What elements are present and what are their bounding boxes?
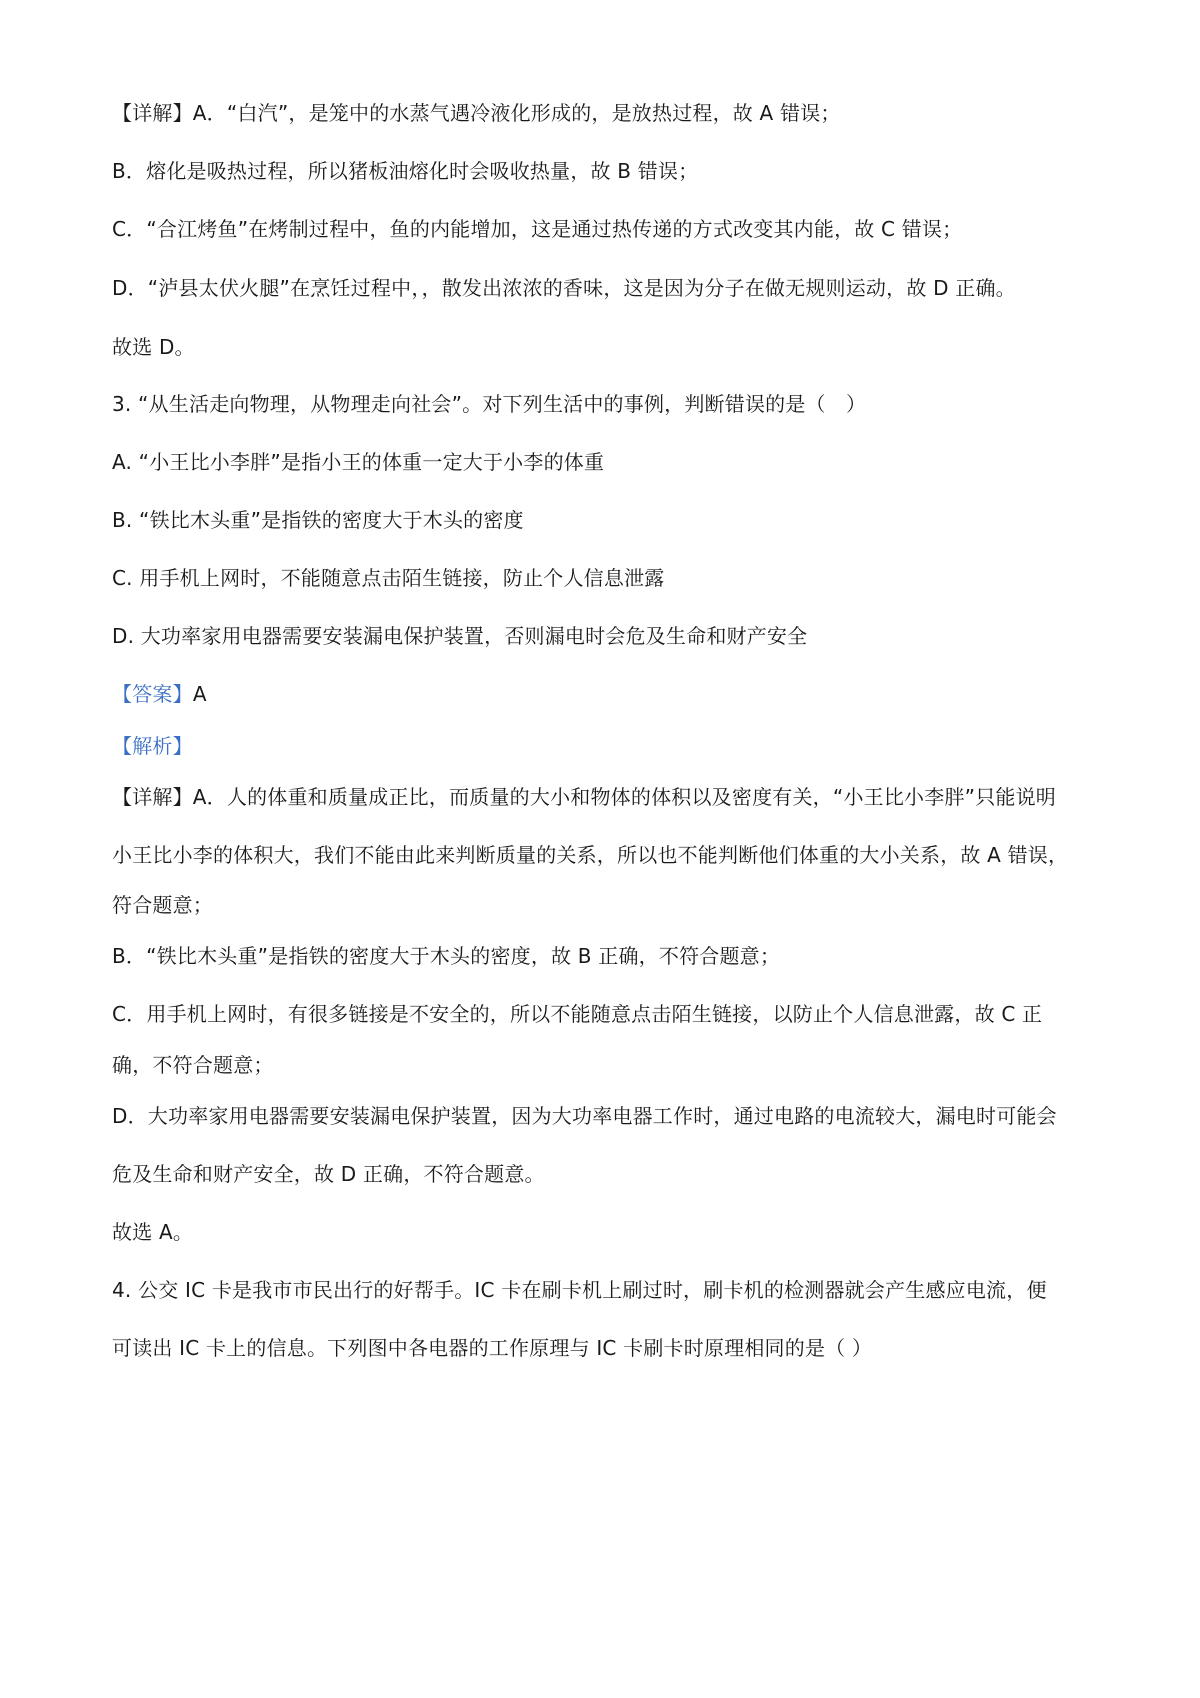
answer-value: A [192,682,207,706]
question-stem: 4. 公交 IC 卡是我市市民出行的好帮手。IC 卡在刷卡机上刷过时，刷卡机的检测器就会产生感应电流，便 [112,1278,1047,1302]
text-line: C．用手机上网时，有很多链接是不安全的，所以不能随意点击陌生链接，以防止个人信息泄露，故 C 正 [112,1002,1043,1026]
text-line: D．大功率家用电器需要安装漏电保护装置，因为大功率电器工作时，通过电路的电流较大，漏电时可能会 [112,1104,1057,1128]
option-d: D. 大功率家用电器需要安装漏电保护装置，否则漏电时会危及生命和财产安全 [112,624,808,648]
text-line: D．“泸县太伏火腿”在烹饪过程中，，散发出浓浓的香味，这是因为分子在做无规则运动，故 D 正确。 [112,276,1016,300]
text-line: 故选 D。 [112,335,195,359]
analysis-tag: 【解析】 [112,734,193,758]
text-line: B．“铁比木头重”是指铁的密度大于木头的密度，故 B 正确，不符合题意； [112,944,781,968]
answer-line [112,680,1102,708]
text-line: 符合题意； [112,893,213,917]
question-stem: 3. “从生活走向物理，从物理走向社会”。对下列生活中的事例，判断错误的是（ ） [112,392,867,416]
text-line: 故选 A。 [112,1220,194,1244]
text-line: 【详解】A．“白汽”，是笼中的水蒸气遇冷液化形成的，是放热过程，故 A 错误； [112,101,841,125]
option-a: A. “小王比小李胖”是指小王的体重一定大于小李的体重 [112,450,605,474]
text-line: 小王比小李的体积大，我们不能由此来判断质量的关系，所以也不能判断他们体重的大小关系，故 A 错误， [112,843,1069,867]
text-line: 可读出 IC 卡上的信息。下列图中各电器的工作原理与 IC 卡刷卡时原理相同的是（ ） [112,1336,873,1360]
text-line: 确，不符合题意； [112,1053,274,1077]
text-line: 危及生命和财产安全，故 D 正确，不符合题意。 [112,1162,545,1186]
option-b: B. “铁比木头重”是指铁的密度大于木头的密度 [112,508,524,532]
text-line: 【详解】A．人的体重和质量成正比，而质量的大小和物体的体积以及密度有关，“小王比小李胖”只能说明 [112,785,1057,809]
text-line: B．熔化是吸热过程，所以猪板油熔化时会吸收热量，故 B 错误； [112,159,699,183]
answer-tag: 【答案】 [112,682,193,706]
option-c: C. 用手机上网时，不能随意点击陌生链接，防止个人信息泄露 [112,566,665,590]
analysis-line [112,732,1102,760]
text-line: C．“合江烤鱼”在烤制过程中，鱼的内能增加，这是通过热传递的方式改变其内能，故 C 错误； [112,217,963,241]
